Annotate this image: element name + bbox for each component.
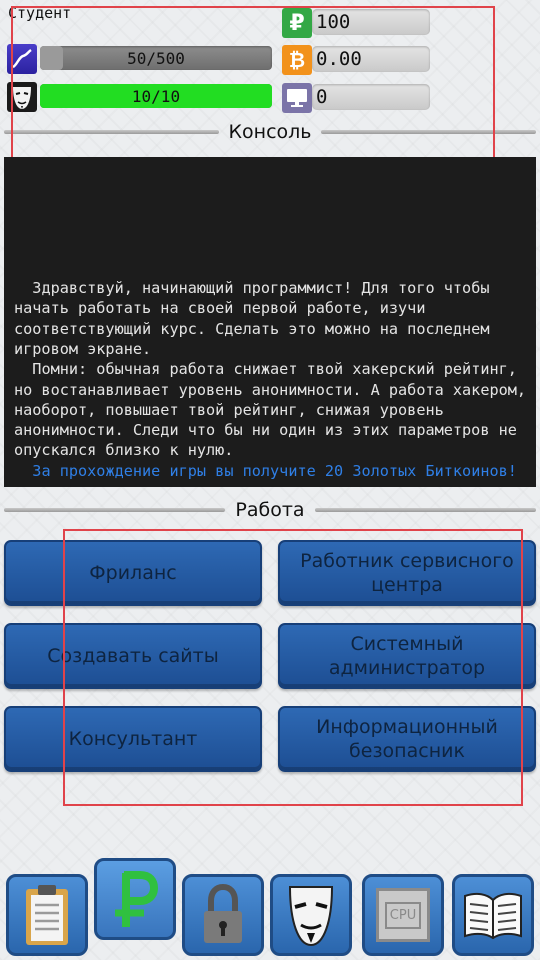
separator-line	[4, 508, 225, 512]
player-rank: Студент	[8, 4, 72, 22]
anonymity-value: 10/10	[131, 86, 181, 106]
job-infosec-button[interactable]: Информационный безопасник	[278, 706, 536, 772]
nav-hardware-button[interactable]	[362, 874, 444, 956]
nav-hacker-button[interactable]	[270, 874, 352, 956]
highlight-box-stats	[11, 6, 495, 160]
nav-tasks-button[interactable]	[6, 874, 88, 956]
bitcoin-symbol: ₿	[288, 47, 306, 72]
mask-nav-icon	[286, 881, 336, 949]
work-header	[4, 499, 536, 521]
nav-security-button[interactable]	[182, 874, 264, 956]
bitcoins-value: 0.00	[316, 48, 362, 70]
job-service-center-button[interactable]: Работник сервисного центра	[278, 540, 536, 606]
cpu-chip-label: CPU	[385, 902, 421, 929]
highlight-box-jobs	[63, 529, 523, 806]
computers-value: 0	[316, 86, 328, 108]
job-websites-button[interactable]: Создавать сайты	[4, 623, 262, 689]
console-message: Здравствуй, начинающий программист! Для того чтобы начать работать на своей первой работе, изучи соответствующий курс. Сделать это можно на последнем игровом экране.	[14, 279, 499, 358]
nav-work-button[interactable]	[94, 858, 176, 940]
experience-value: 50/500	[127, 48, 185, 68]
ruble-nav-icon	[110, 869, 160, 929]
work-title: Работа	[235, 499, 305, 521]
job-consultant-button[interactable]: Консультант	[4, 706, 262, 772]
job-sysadmin-button[interactable]: Системный администратор	[278, 623, 536, 689]
console-output	[4, 157, 536, 487]
job-freelance-button[interactable]: Фриланс	[4, 540, 262, 606]
console-message-reward: За прохождение игры вы получите 20 Золотых Биткоинов!	[14, 461, 517, 480]
nav-courses-button[interactable]	[452, 874, 534, 956]
padlock-icon	[200, 883, 246, 947]
separator-line	[315, 508, 536, 512]
cpu-icon	[376, 888, 430, 942]
clipboard-icon	[24, 883, 70, 947]
console-title: Консоль	[228, 121, 312, 143]
book-icon	[461, 890, 525, 940]
console-message: Помни: обычная работа снижает твой хакерский рейтинг, но востанавливает уровень анонимности. А работа хакером, наоборот, повышает твой рейтинг, снижая уровень анонимности. Следи что бы ни один из этих параметров не опускался близко к нулю.	[14, 360, 536, 460]
ruble-symbol: ₽	[289, 10, 305, 36]
rubles-value: 100	[316, 11, 351, 33]
